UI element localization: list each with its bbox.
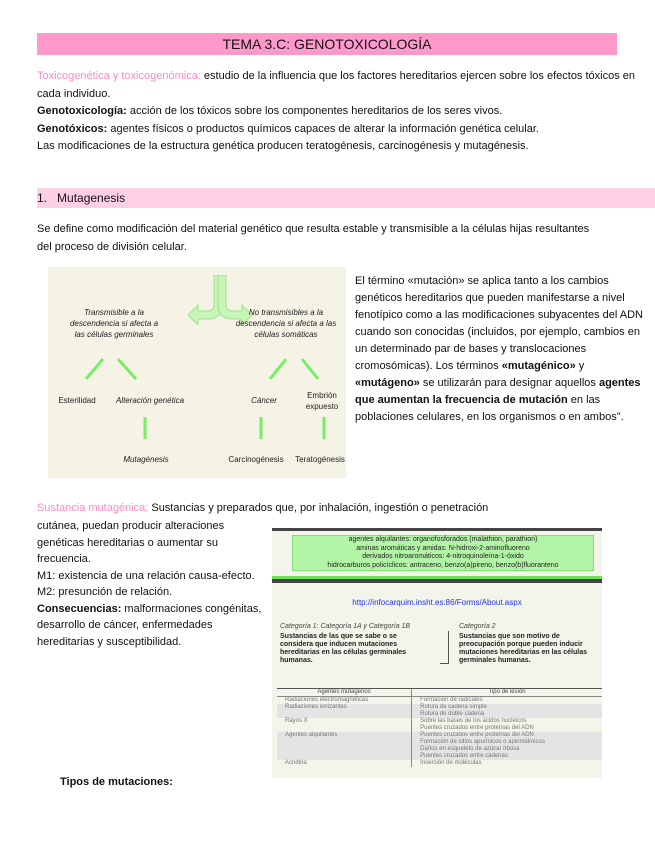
sustancia-details [37,518,269,650]
tipos-heading: Tipos de mutaciones: [60,776,173,788]
infocarquim-link[interactable]: http://infocarquim.insht.es:86/Forms/About.aspx [352,598,522,607]
divider [272,579,602,583]
cat2-text: Sustancias que son motivo de preocupación porque pueden inducir mutaciones hereditarias en las células germinales humanas. [459,633,588,664]
cat1-title: Categoría 1: Categoría 1A y Categoría 1B [280,623,411,630]
diagram-arrows [48,267,346,478]
label-embrion: Embrión expuesto [305,391,339,411]
mutation-term-paragraph [355,273,645,426]
agent-line: aminas aromáticas y amidas: N-hidroxi-2-aminofluoreno [356,544,530,552]
td: Radiaciones ionizantes [277,704,412,718]
label-carcinogenesis: Carcinogénesis [228,455,284,464]
section-title: Mutagenesis [57,191,126,205]
td: Rotura de cadena simple Rotura de doble cadena [420,704,487,717]
side-text: El término «mutación» se aplica tanto a los cambios genéticos hereditarios que pueden manifestarse a nivel fenotípico como a las modificaciones subyacentes del ADN cuando son conocidas (incluidos, por ejemplo, cambios en un determinado par de bases y translocaciones cromosómicas). Los términos [355,275,643,372]
label-mutagenesis: Mutagénesis [123,455,169,464]
m1: M1: existencia de una relación causa-efecto. [37,569,255,582]
cat1-text: Sustancias de las que se sabe o se considera que inducen mutaciones hereditarias en las células germinales humanas. [280,633,407,664]
label-teratogenesis: Teratogénesis [295,455,345,464]
side-text: en las poblaciones celulares, en los organismos o en ambos". [355,394,624,423]
td: Puentes cruzados entre proteínas del ADN Formación de sitios apurínicos o apirimidínicos Daños en esqueleto de azúcar ribosa Puentes cruzados entre cadenas [420,732,545,759]
term-mutagenico: «mutagénico» [501,360,576,372]
term-genotoxicos: Genotóxicos: [37,122,108,135]
section-number: 1. [37,191,48,205]
term-consecuencias: Consecuencias: [37,602,122,615]
page-title: TEMA 3.C: GENOTOXICOLOGÍA [37,33,617,55]
def-sustancia-cont: cutánea, puedan producir alteraciones genéticas hereditarias o aumentar su frecuencia. [37,520,225,565]
term-sustancia: Sustancia mutagénica: [37,502,149,514]
def-consecuencias: malformaciones congénitas, desarrollo de cáncer, enfermedades hereditarias y susceptibilidad. [37,602,262,648]
side-text: y [575,360,585,372]
intro-paragraph [37,68,649,156]
mutagens-figure [272,528,602,778]
agent-line: hidrocarburos policíclicos: antraceno, benzo(a)pireno, benzo(b)fluoranteno [327,561,559,569]
term-genotoxicologia: Genotoxicología: [37,105,127,117]
sustancia-line [37,500,649,518]
label-esterilidad: Esterilidad [58,396,96,405]
agent-line: agentes alquilantes: organofosforados (malathion, parathion) [348,536,538,543]
def-toxicogenetica: estudio de la influencia que los factores hereditarios ejercen sobre los efectos tóxicos en cada individuo. [37,70,636,100]
term-mutageno: «mutágeno» [355,377,420,389]
cat2-title: Categoría 2 [459,623,496,630]
mutation-diagram [48,267,346,478]
agents-box [292,535,594,571]
right-heading: No transmisibles a la descendencia si afecta a las células somáticas [235,308,337,339]
td: Sobre las bases de los ácidos nucleicos Puentes cruzados entre proteínas del ADN [420,718,534,731]
m2: M2: presunción de relación. [37,586,173,598]
mutagens-table [277,688,602,767]
divider [440,631,449,664]
label-alteracion: Alteración genética [115,396,185,405]
th: Tipo de lesión [488,689,526,695]
agent-line: derivados nitroaromáticos: 4-nitroquinoleína-1-óxido [362,553,524,560]
agents-emphasis: agentes que aumentan la frecuencia de mutación [355,377,641,406]
td: Agentes alquilantes [277,732,412,760]
th: Agentes mutágenos [277,689,412,697]
def-sustancia: Sustancias y preparados que, por inhalación, ingestión o penetración [148,502,489,514]
def-genotoxicologia: acción de los tóxicos sobre los componentes hereditarios de los seres vivos. [126,105,503,117]
left-heading: Transmisible a la descendencia si afecta a las células germinales [69,308,159,339]
section-heading [37,188,655,208]
label-cancer: Cáncer [251,396,277,405]
def-genotoxicos: agentes físicos o productos químicos capaces de alterar la información genética celular. [107,122,539,135]
term-toxicogenetica: Toxicogenética y toxicogenómica: [37,70,201,82]
divider [272,528,602,531]
td: Rayos X [277,718,412,732]
td: Inserción de moléculas [420,760,482,766]
td: Acridina [277,760,412,767]
side-text: se utilizarán para designar aquellos [419,377,599,389]
td: Formación de radicales [420,697,483,703]
modifications-line: Las modificaciones de la estructura genética producen teratogénesis, carcinogénesis y mutagénesis. [37,140,529,152]
td: Radiaciones electromagnéticas [277,697,412,705]
mutagenesis-definition: Se define como modificación del material genético que resulta estable y transmisible a la células hijas resultantes del proceso de división celular. [37,223,590,253]
